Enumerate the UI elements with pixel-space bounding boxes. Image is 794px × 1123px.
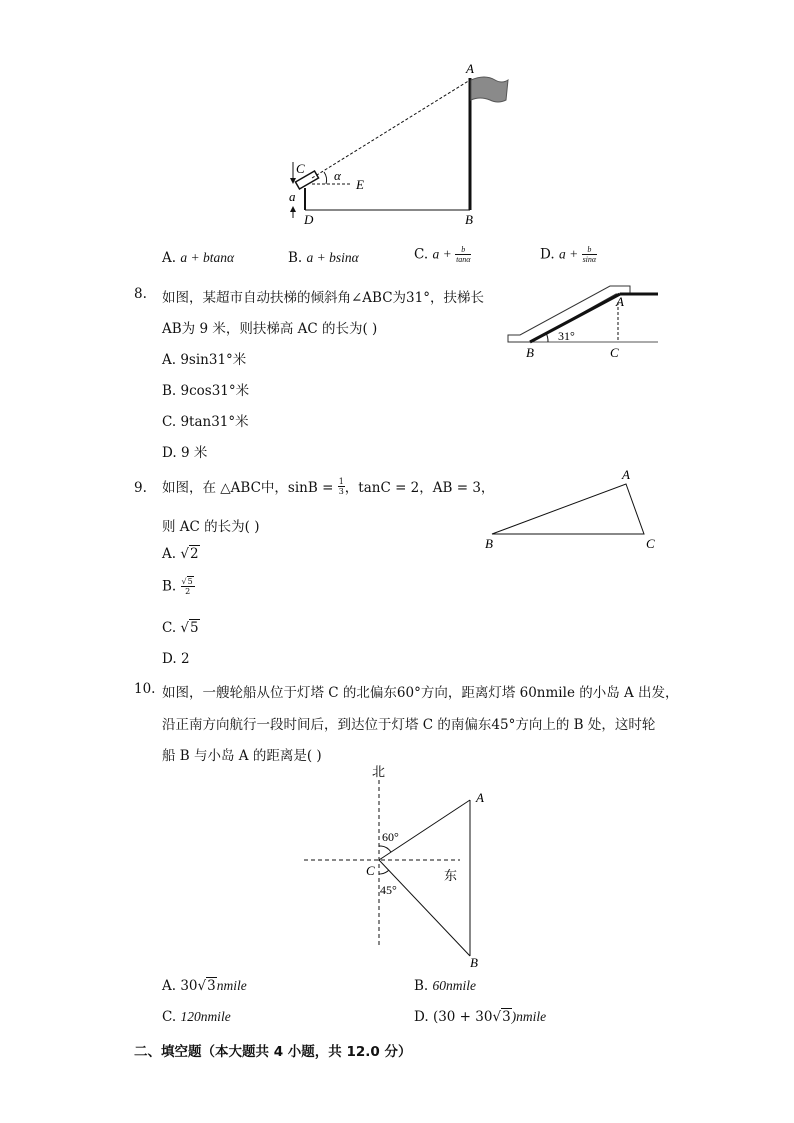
q8-number: 8. (134, 286, 147, 302)
q9-line2: 则 AC 的长为( ) (162, 519, 260, 535)
q10-label-60: 60° (382, 830, 399, 844)
q7-label-A: A (466, 61, 474, 76)
q9-sinb-fraction: $\frac{1}{3}$ (338, 476, 344, 496)
q9-option-b-fraction: $\frac{√5}{2}$ (181, 577, 193, 596)
q7-figure (280, 60, 520, 235)
q7-option-c-fraction: $\frac{b}{\tan\alpha}$ (456, 245, 471, 264)
q8-label-angle: 31° (558, 329, 575, 343)
q10-line1: 如图，一艘轮船从位于灯塔 C 的北偏东60°方向，距离灯塔 60nmile 的小岛 A 出发， (162, 685, 679, 701)
q10-label-45: 45° (380, 883, 397, 897)
q10-line2: 沿正南方向航行一段时间后，到达位于灯塔 C 的南偏东45°方向上的 B 处，这时轮 (162, 717, 656, 733)
q9-option-c[interactable]: C. √5 (162, 620, 199, 636)
q7-label-alpha: α (334, 168, 341, 183)
q9-figure (480, 464, 670, 554)
q9-label-A: A (622, 467, 630, 482)
q9-label-C: C (646, 536, 655, 551)
q10-number: 10. (134, 681, 156, 697)
q9-label-B: B (485, 536, 493, 551)
q9-line1: 如图，在 △ABC中，sinB = $\frac{1}{3}$ ，tanC = 2，AB = 3， (162, 476, 495, 496)
q10-label-B: B (470, 955, 478, 970)
q9-option-a[interactable]: A. √2 (162, 546, 199, 562)
q7-option-d[interactable]: D. a + $\frac{b}{\sin\alpha}$ (540, 245, 597, 264)
q7-option-d-fraction: $\frac{b}{\sin\alpha}$ (582, 245, 597, 264)
q8-label-C: C (610, 345, 619, 360)
q10-option-c[interactable]: C. 120nmile (162, 1009, 231, 1025)
q9-option-d[interactable]: D. 2 (162, 651, 190, 667)
q7-option-c[interactable]: C. a + $\frac{b}{\tan\alpha}$ (414, 245, 471, 264)
q7-label-a: a (289, 189, 296, 204)
q8-line1: 如图，某超市自动扶梯的倾斜角∠ABC为31°，扶梯长 (162, 290, 484, 306)
q8-option-b[interactable]: B. 9cos31°米 (162, 383, 250, 399)
q7-label-E: E (356, 177, 364, 192)
q10-option-a[interactable]: A. 30√3nmile (162, 978, 247, 994)
q7-label-D: D (304, 212, 314, 227)
q9-option-b[interactable]: B. $\frac{√5}{2}$ (162, 577, 193, 596)
q8-line2: AB为 9 米，则扶梯高 AC 的长为( ) (162, 321, 378, 337)
q8-figure (500, 280, 665, 365)
q10-label-north: 北 (372, 765, 386, 780)
section-heading: 二、填空题（本大题共 4 小题，共 12.0 分） (134, 1044, 412, 1060)
q10-label-east: 东 (444, 869, 458, 884)
q9-number: 9. (134, 480, 147, 496)
q8-option-c[interactable]: C. 9tan31°米 (162, 414, 249, 430)
q7-label-B: B (465, 212, 473, 227)
q10-label-A: A (476, 790, 484, 805)
q10-line3: 船 B 与小岛 A 的距离是( ) (162, 748, 322, 764)
q10-label-C: C (366, 863, 375, 878)
q10-option-d[interactable]: D. (30 + 30√3)nmile (414, 1009, 547, 1025)
q8-label-A: A (616, 294, 624, 309)
q7-option-a[interactable]: A. a + btanα (162, 250, 235, 266)
q10-option-b[interactable]: B. 60nmile (414, 978, 477, 994)
q8-label-B: B (526, 345, 534, 360)
q7-label-C: C (296, 161, 305, 176)
q8-option-a[interactable]: A. 9sin31°米 (162, 352, 247, 368)
q10-figure (300, 762, 500, 972)
q7-option-b[interactable]: B. a + bsinα (288, 250, 359, 266)
q8-option-d[interactable]: D. 9 米 (162, 445, 208, 461)
